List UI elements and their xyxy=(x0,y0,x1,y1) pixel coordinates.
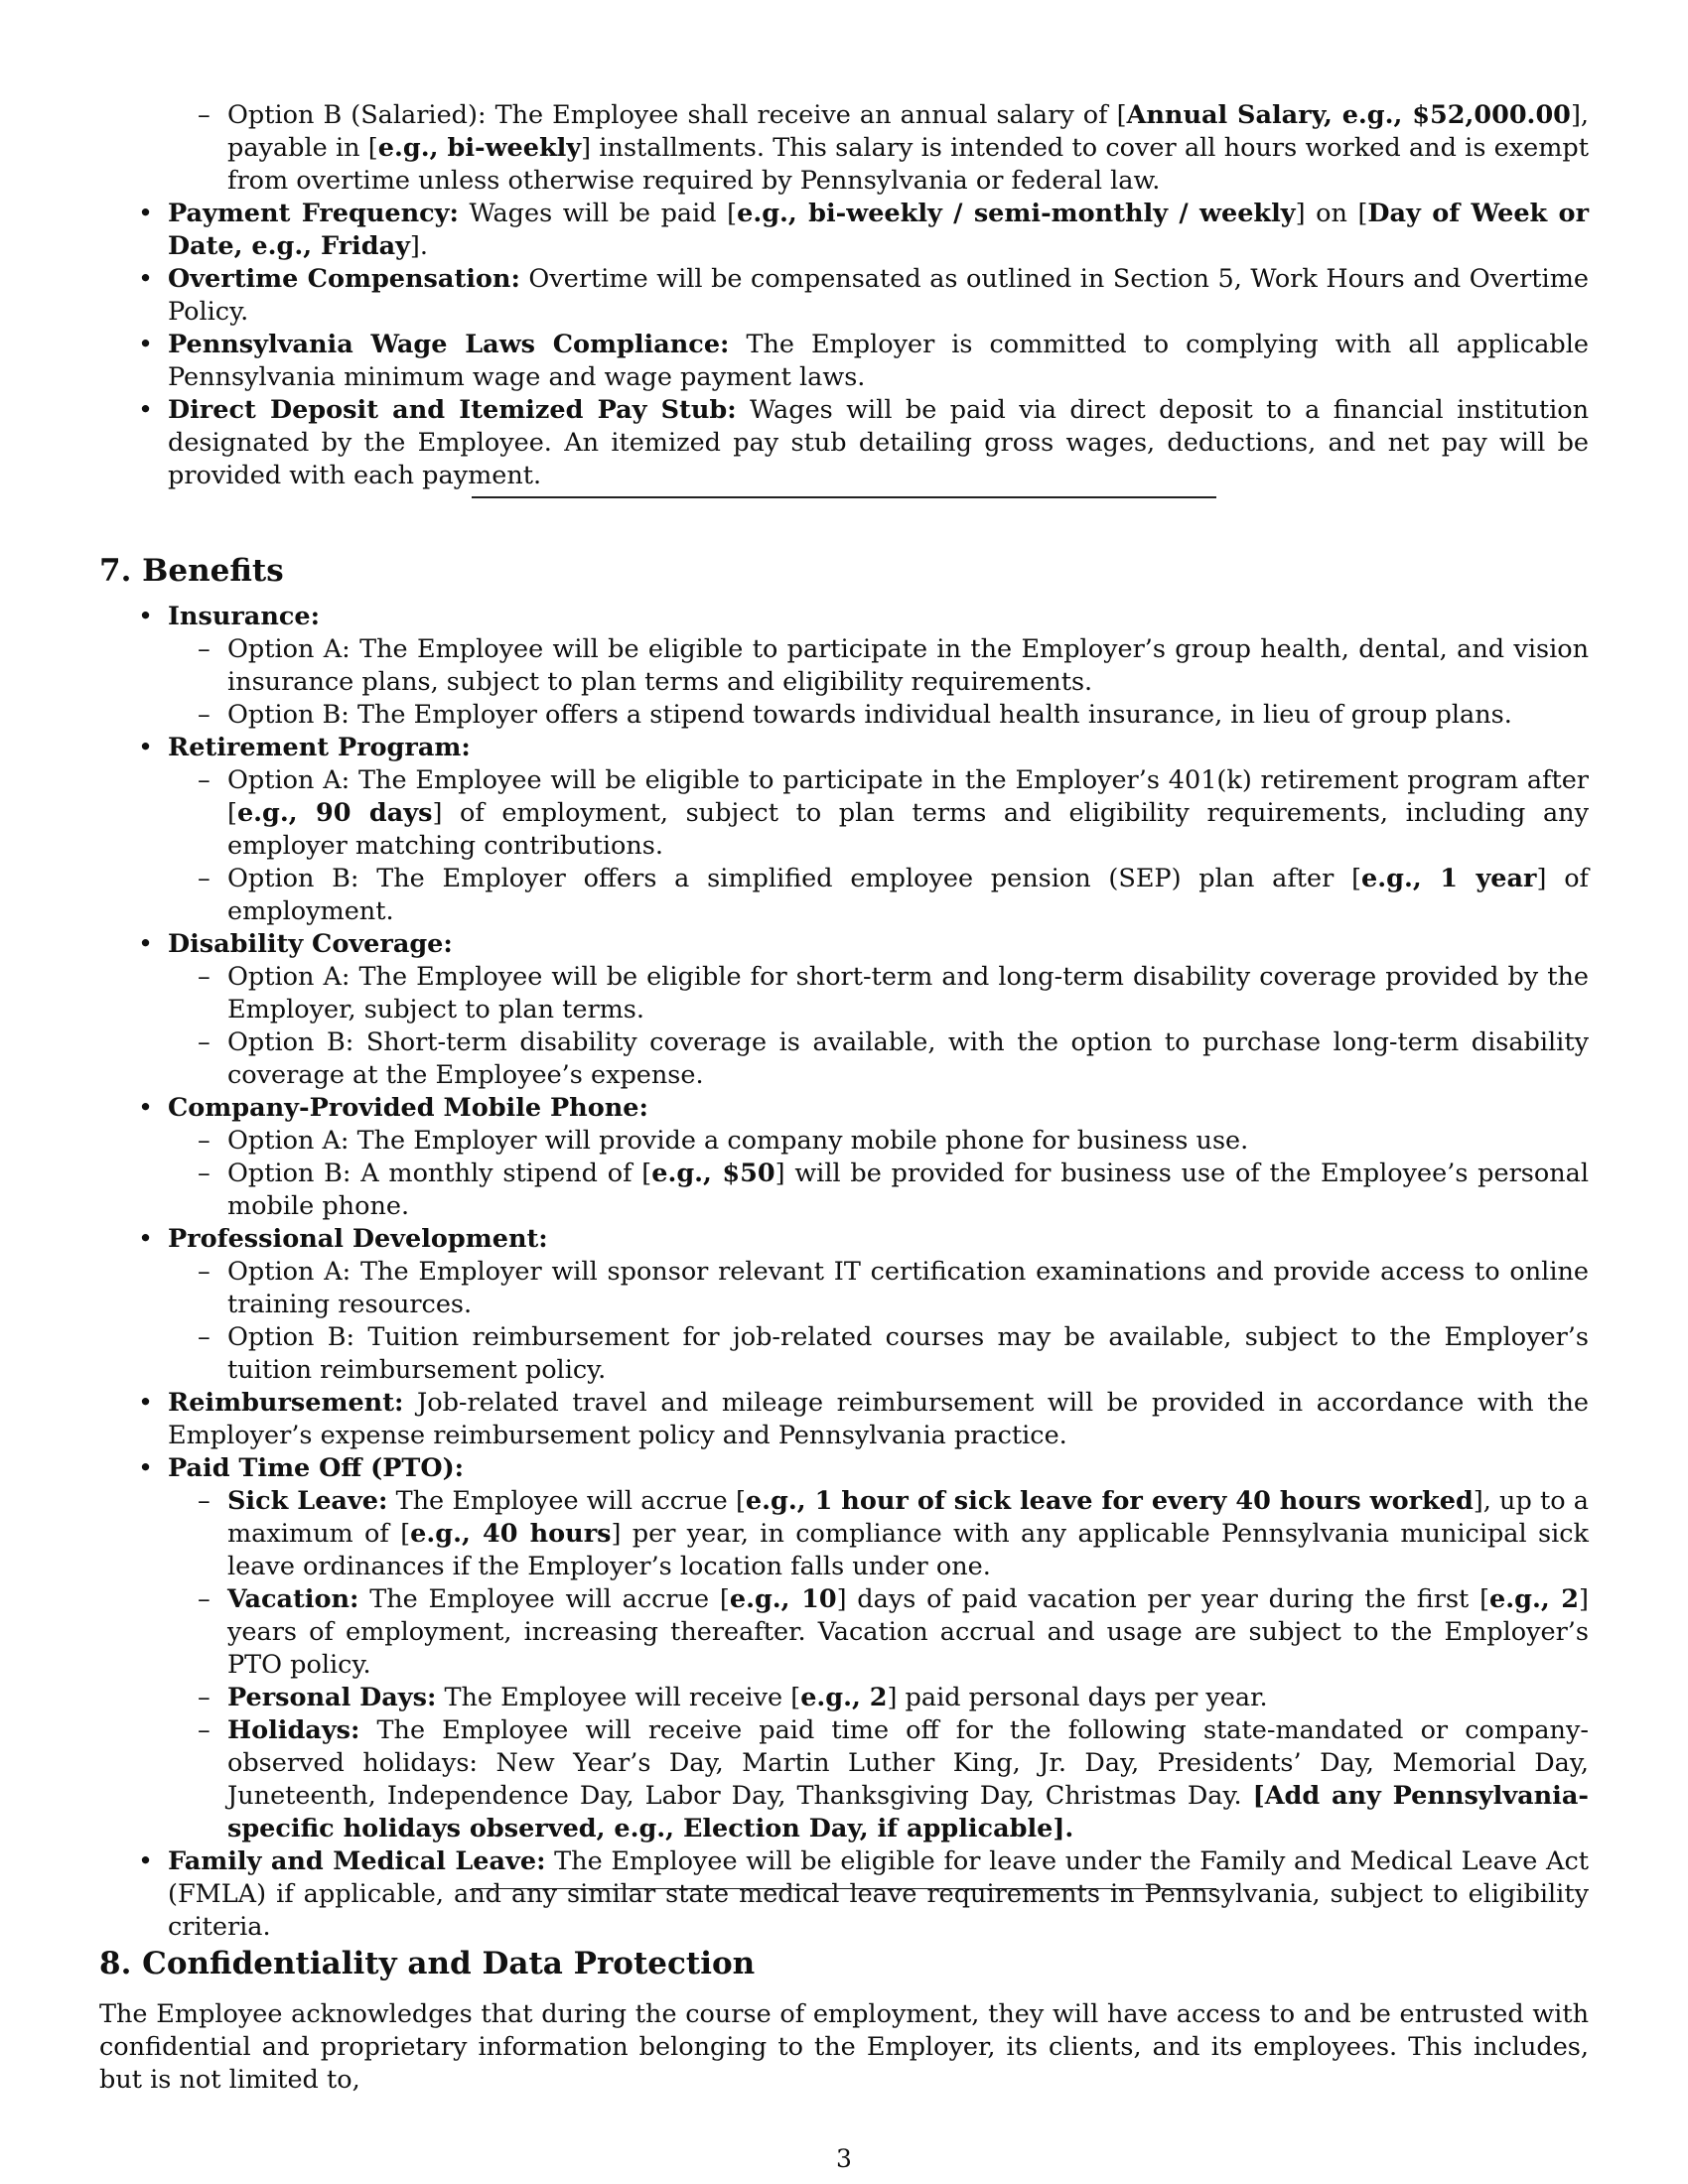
phone-option-b: – Option B: A monthly stipend of [e.g., $50] will be provided for business use of the Employee’s personal mobile phone. xyxy=(198,1159,1589,1221)
insurance-option-a: – Option A: The Employee will be eligible to participate in the Employer’s group health, dental, and vision insurance plans, subject to plan terms and eligibility requirements. xyxy=(198,634,1589,697)
overtime-item: • Overtime Compensation: Overtime will be compensated as outlined in Section 5, Work Hours and Overtime Policy. xyxy=(138,264,1589,327)
section-divider xyxy=(472,1888,1216,1889)
vacation-item: – Vacation: The Employee will accrue [e.g., 10] days of paid vacation per year during the first [e.g., 2] years of employment, increasing thereafter. Vacation accrual and usage are subject to the Employer’s PTO policy. xyxy=(198,1584,1589,1680)
section-7-heading: 7. Benefits xyxy=(99,553,284,589)
disability-option-b: – Option B: Short-term disability coverage is available, with the option to purchase long-term disability coverage at the Employee’s expense. xyxy=(198,1027,1589,1090)
reimbursement-item: • Reimbursement: Job-related travel and mileage reimbursement will be provided in accordance with the Employer’s expense reimbursement policy and Pennsylvania practice. xyxy=(138,1388,1589,1450)
insurance-item: • Insurance: – Option A: The Employee will be eligible to participate in the Employer’s group health, dental, and vision insurance plans, subject to plan terms and eligibility requirements. – Option B: The Employer offers a stipend towards individual health insurance, in lieu of group plans. xyxy=(138,602,1589,730)
retirement-option-a: – Option A: The Employee will be eligible to participate in the Employer’s 401(k) retirement program after [e.g., 90 days] of employment, subject to plan terms and eligibility requirements, including any employer matching contributions. xyxy=(198,765,1589,861)
personal-days-item: – Personal Days: The Employee will receive [e.g., 2] paid personal days per year. xyxy=(198,1683,1268,1712)
wage-payment-list xyxy=(99,99,1589,492)
section-8-body: The Employee acknowledges that during the course of employment, they will have access to and be entrusted with confidential and proprietary information belonging to the Employer, its clients, and its employees. This includes, but is not limited to, xyxy=(99,1999,1589,2095)
pto-item: • Paid Time Off (PTO): – Sick Leave: The Employee will accrue [e.g., 1 hour of sick leave for every 40 hours worked], up to a maximum of [e.g., 40 hours] per year, in compliance with any applicable Pennsylvania municipal sick leave ordinances if the Employer’s location falls under one. – Vacation: The Employee will accrue [e.g., 10] days of paid vacation per year during the first [e.g., 2] years of employment, increasing thereafter. Vacation accrual and usage are subject to the Employer’s PTO policy. – Personal Days: The Employee will receive [e.g., 2] paid personal days per year. – Holidays: The Employee will receive paid time off for the following state-mandated or company-observed holidays: New Year’s Day, Martin Luther King, Jr. Day, Presidents’ Day, Memorial Day, Juneteenth, Independence Day, Labor Day, Thanksgiving Day, Christmas Day. [Add any Pennsylvania-specific holidays observed, e.g., Election Day, if applicable]. xyxy=(138,1453,1590,1843)
section-divider xyxy=(472,496,1216,498)
phone-option-a: – Option A: The Employer will provide a company mobile phone for business use. xyxy=(198,1126,1249,1156)
wage-laws-item: • Pennsylvania Wage Laws Compliance: The Employer is committed to complying with all applicable Pennsylvania minimum wage and wage payment laws. xyxy=(138,330,1589,392)
document-page xyxy=(99,99,1589,2124)
prodev-option-a: – Option A: The Employer will sponsor relevant IT certification examinations and provide access to online training resources. xyxy=(198,1257,1589,1319)
retirement-item: • Retirement Program: – Option A: The Employee will be eligible to participate in the Employer’s 401(k) retirement program after [e.g., 90 days] of employment, subject to plan terms and eligibility requirements, including any employer matching contributions. – Option B: The Employer offers a simplified employee pension (SEP) plan after [e.g., 1 year] of employment. xyxy=(138,733,1589,926)
professional-development-item: • Professional Development: – Option A: The Employer will sponsor relevant IT certification examinations and provide access to online training resources. – Option B: Tuition reimbursement for job-related courses may be available, subject to the Employer’s tuition reimbursement policy. xyxy=(138,1224,1589,1385)
disability-item: • Disability Coverage: – Option A: The Employee will be eligible for short-term and long-term disability coverage provided by the Employer, subject to plan terms. – Option B: Short-term disability coverage is available, with the option to purchase long-term disability coverage at the Employee’s expense. xyxy=(138,929,1589,1090)
direct-deposit-item: • Direct Deposit and Itemized Pay Stub: Wages will be paid via direct deposit to a financial institution designated by the Employee. An itemized pay stub detailing gross wages, deductions, and net pay will be provided with each payment. xyxy=(138,395,1589,490)
payment-frequency-item: • Payment Frequency: Wages will be paid [e.g., bi-weekly / semi-monthly / weekly] on [Day of Week or Date, e.g., Friday]. xyxy=(138,199,1590,261)
disability-option-a: – Option A: The Employee will be eligible for short-term and long-term disability coverage provided by the Employer, subject to plan terms. xyxy=(198,962,1589,1024)
fmla-item: • Family and Medical Leave: The Employee will be eligible for leave under the Family and Medical Leave Act (FMLA) if applicable, and any similar state medical leave requirements in Pennsylvania, subject to eligibility criteria. xyxy=(138,1846,1589,1942)
section-8-heading: 8. Confidentiality and Data Protection xyxy=(99,1946,756,1981)
page-number: 3 xyxy=(836,2144,852,2173)
prodev-option-b: – Option B: Tuition reimbursement for job-related courses may be available, subject to the Employer’s tuition reimbursement policy. xyxy=(198,1322,1589,1385)
sick-leave-item: – Sick Leave: The Employee will accrue [e.g., 1 hour of sick leave for every 40 hours worked], up to a maximum of [e.g., 40 hours] per year, in compliance with any applicable Pennsylvania municipal sick leave ordinances if the Employer’s location falls under one. xyxy=(198,1486,1590,1581)
salaried-option: – Option B (Salaried): The Employee shall receive an annual salary of [Annual Salary, e.g., $52,000.00], payable in [e.g., bi-weekly] installments. This salary is intended to cover all hours worked and is exempt from overtime unless otherwise required by Pennsylvania or federal law. xyxy=(198,100,1589,196)
mobile-phone-item: • Company-Provided Mobile Phone: – Option A: The Employer will provide a company mobile phone for business use. – Option B: A monthly stipend of [e.g., $50] will be provided for business use of the Employee’s personal mobile phone. xyxy=(138,1093,1589,1221)
insurance-option-b: – Option B: The Employer offers a stipend towards individual health insurance, in lieu of group plans. xyxy=(198,700,1512,730)
retirement-option-b: – Option B: The Employer offers a simplified employee pension (SEP) plan after [e.g., 1 year] of employment. xyxy=(198,864,1589,926)
holidays-item: – Holidays: The Employee will receive paid time off for the following state-mandated or company-observed holidays: New Year’s Day, Martin Luther King, Jr. Day, Presidents’ Day, Memorial Day, Juneteenth, Independence Day, Labor Day, Thanksgiving Day, Christmas Day. [Add any Pennsylvania-specific holidays observed, e.g., Election Day, if applicable]. xyxy=(198,1715,1589,1843)
benefits-list xyxy=(99,601,1589,1944)
